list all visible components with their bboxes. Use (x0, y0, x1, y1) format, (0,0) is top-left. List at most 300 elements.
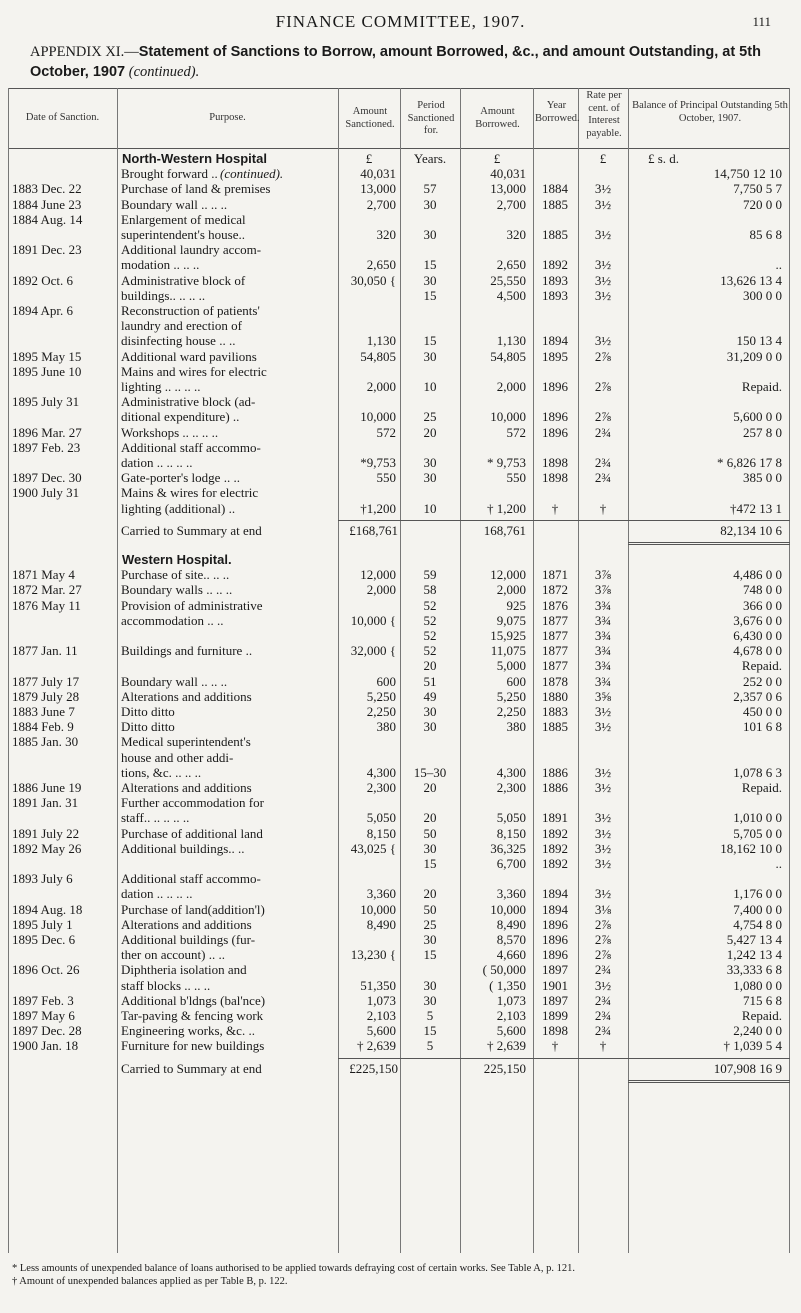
year-cell: 1897 (542, 962, 568, 978)
date-cell: 1891 Jan. 31 (12, 795, 79, 811)
purpose-cell: Buildings and furniture .. (121, 643, 253, 659)
section-heading: North-Western Hospital (122, 151, 267, 166)
balance-cell: 2,357 0 6 (733, 688, 782, 704)
balance-cell: †472 13 1 (730, 500, 782, 516)
year-cell: 1892 (542, 257, 568, 273)
period-cell: 30 (423, 932, 437, 947)
date-cell: 1894 Apr. 6 (12, 303, 74, 318)
rate-cell: 3½ (594, 886, 612, 902)
date-cell: 1892 Oct. 6 (12, 272, 74, 288)
borrowed-cell: 2,700 (496, 196, 526, 212)
borrowed-cell: 1,130 (496, 333, 526, 349)
balance-cell: 748 0 0 (743, 582, 782, 598)
year-cell: 1878 (542, 673, 568, 689)
date-cell: 1897 Dec. 30 (12, 470, 82, 486)
year-cell: 1896 (542, 947, 568, 963)
rate-cell: 3¾ (594, 673, 612, 689)
borrowed-cell: 40,031 (490, 166, 526, 182)
sanctioned-cell: †1,200 (360, 500, 396, 516)
sanctioned-cell: 10,000 (360, 409, 396, 425)
period-cell: 30 (423, 704, 437, 719)
page-header (0, 12, 801, 34)
borrowed-cell: 6,700 (496, 856, 526, 871)
year-cell: 1895 (542, 348, 568, 364)
year-cell: 1886 (542, 764, 568, 780)
sanctioned-cell: 5,600 (366, 1023, 396, 1039)
period-cell: 15 (423, 856, 437, 871)
purpose-cell: Purchase of land(addition'l) (121, 901, 265, 917)
borrowed-cell: 2,103 (496, 1008, 526, 1023)
sanctioned-cell: 3,360 (366, 886, 396, 902)
borrowed-cell: 8,150 (496, 825, 526, 841)
rate-cell: 3½ (594, 810, 612, 826)
sanctioned-cell: 2,650 (366, 257, 396, 273)
borrowed-cell: 572 (506, 424, 526, 440)
balance-cell: .. (775, 856, 782, 871)
rate-cell: 3½ (594, 764, 612, 780)
balance-cell: 1,078 6 3 (733, 764, 782, 780)
purpose-cell: Additional b'ldngs (bal'nce) (121, 992, 266, 1008)
rate-cell: 3¾ (594, 658, 612, 674)
year-cell: 1901 (542, 977, 568, 993)
year-cell: 1896 (542, 916, 568, 932)
period-cell: 49 (423, 688, 437, 704)
purpose-cell: Boundary wall .. .. .. (121, 196, 228, 212)
date-cell: 1876 May 11 (12, 597, 81, 613)
balance-cell: * 6,826 17 8 (717, 455, 782, 470)
date-cell: 1886 June 19 (12, 780, 82, 795)
purpose-cell: Workshops .. .. .. .. (121, 424, 219, 440)
sanctioned-cell: 380 (376, 719, 396, 735)
balance-cell: 5,600 0 0 (733, 409, 782, 425)
year-cell: 1892 (542, 825, 568, 841)
total-balance: 82,134 10 6 (720, 522, 782, 538)
purpose-cell: Furniture for new buildings (121, 1038, 265, 1054)
sanctioned-cell: 32,000 { (350, 643, 396, 659)
borrowed-cell: 2,250 (496, 704, 526, 719)
borrowed-cell: 4,500 (496, 287, 526, 303)
period-cell: 30 (423, 840, 437, 856)
sanctioned-cell: 550 (376, 470, 396, 486)
purpose-cell: dation .. .. .. .. (121, 886, 193, 902)
balance-cell: 4,754 8 0 (733, 916, 782, 932)
date-cell: 1897 Feb. 23 (12, 439, 81, 455)
balance-cell: 13,626 13 4 (720, 272, 782, 288)
running-title: FINANCE COMMITTEE, 1907. (275, 12, 526, 31)
title-bold: Statement of Sanctions to Borrow, amount Borrowed, &c., and amount Outstanding, at 5th October, 1907 (30, 44, 761, 80)
borrowed-cell: 5,050 (496, 810, 526, 826)
purpose-cell: Alterations and additions (121, 916, 252, 932)
purpose-cell: Administrative block of (121, 272, 246, 288)
col-header-sanctioned: Amount Sanctioned. (345, 106, 395, 130)
date-cell: 1896 Oct. 26 (12, 962, 80, 978)
balance-cell: 4,678 0 0 (733, 643, 782, 659)
purpose-cell: Additional staff accommo- (121, 439, 261, 455)
year-cell: 1894 (542, 901, 568, 917)
sanctions-table (8, 88, 790, 1253)
purpose-cell: Additional buildings.. .. (121, 840, 245, 856)
rate-cell: 3¾ (594, 643, 612, 659)
rate-cell: 3½ (594, 272, 612, 288)
purpose-cell: Purchase of additional land (121, 825, 263, 841)
total-sanctioned: £225,150 (349, 1060, 398, 1076)
purpose-cell: Additional ward pavilions (121, 348, 257, 364)
period-cell: 5 (426, 1008, 434, 1023)
date-cell: 1900 July 31 (12, 485, 80, 501)
period-cell: 25 (423, 409, 437, 425)
sanctioned-cell: 10,000 (360, 901, 396, 917)
purpose-cell: staff.. .. .. .. .. (121, 810, 190, 826)
borrowed-cell: 2,000 (496, 379, 526, 394)
rate-cell: 3½ (594, 287, 612, 303)
purpose-cell: disinfecting house .. .. (121, 333, 236, 349)
title-prefix: APPENDIX XI.— (30, 44, 139, 60)
date-cell: 1871 May 4 (12, 567, 75, 583)
col-header-borrowed: Amount Borrowed. (475, 106, 520, 130)
date-cell: 1872 Mar. 27 (12, 582, 82, 598)
rate-cell: 3½ (594, 196, 612, 212)
borrowed-cell: 5,600 (496, 1023, 526, 1039)
sanctioned-cell: 43,025 { (350, 840, 396, 856)
period-cell: 10 (423, 379, 437, 394)
page-number: 111 (752, 14, 771, 29)
purpose-cell: Brought forward .. (121, 166, 218, 182)
rate-cell: 3½ (594, 856, 612, 871)
period-cell: 15 (423, 257, 437, 273)
date-cell: 1884 June 23 (12, 196, 82, 212)
date-cell: 1897 Feb. 3 (12, 992, 74, 1008)
purpose-cell: Further accommodation for (121, 795, 264, 811)
balance-cell: 1,176 0 0 (733, 886, 782, 902)
section-heading-suffix: (continued). (220, 166, 284, 181)
year-cell: 1896 (542, 409, 568, 425)
borrowed-cell: 5,000 (496, 658, 526, 674)
borrowed-cell: 5,250 (496, 688, 526, 704)
date-cell: 1897 Dec. 28 (12, 1023, 82, 1039)
borrowed-cell: 15,925 (490, 628, 526, 643)
period-cell: 20 (423, 780, 437, 795)
period-cell: 10 (423, 500, 437, 516)
year-cell: 1880 (542, 688, 568, 704)
rate-cell: 3¾ (594, 628, 612, 643)
rate-cell: 3½ (594, 181, 612, 197)
purpose-cell: lighting .. .. .. .. (121, 379, 201, 394)
balance-cell: 33,333 6 8 (726, 962, 782, 978)
balance-cell: Repaid. (741, 658, 782, 674)
year-cell: 1877 (542, 658, 568, 674)
purpose-cell: Additional buildings (fur- (121, 932, 256, 947)
col-header-period: Period Sanctioned for. (407, 100, 455, 136)
balance-cell: 720 0 0 (743, 196, 782, 212)
date-cell: 1895 July 31 (12, 394, 80, 410)
sanctioned-cell: 2,250 (366, 704, 396, 719)
rate-cell: 3½ (594, 825, 612, 841)
date-cell: 1877 July 17 (12, 673, 80, 689)
year-cell: 1899 (542, 1008, 568, 1023)
rate-cell: 2¾ (594, 1008, 612, 1023)
period-cell: 30 (423, 272, 437, 288)
rate-cell: 2⅞ (594, 932, 612, 947)
period-cell: 30 (423, 455, 437, 470)
date-cell: 1895 June 10 (12, 363, 82, 379)
year-cell: † (551, 500, 559, 516)
balance-cell: 31,209 0 0 (726, 348, 782, 364)
balance-cell: 2,240 0 0 (733, 1023, 782, 1039)
purpose-cell: Mains and wires for electric (121, 363, 267, 379)
purpose-cell: Purchase of site.. .. .. (121, 567, 230, 583)
unit-rate: £ (599, 151, 607, 166)
rate-cell: 3½ (594, 780, 612, 795)
rate-cell: 2¾ (594, 455, 612, 470)
purpose-cell: Diphtheria isolation and (121, 962, 247, 978)
date-cell: 1892 May 26 (12, 840, 82, 856)
period-cell: 57 (423, 181, 437, 197)
purpose-cell: Reconstruction of patients' (121, 303, 260, 318)
balance-cell: 85 6 8 (749, 227, 782, 242)
rate-cell: 3¾ (594, 612, 612, 628)
date-cell: 1895 July 1 (12, 916, 73, 932)
year-cell: 1894 (542, 886, 568, 902)
unit-period: Years. (413, 151, 447, 166)
year-cell: 1883 (542, 704, 568, 719)
year-cell: 1885 (542, 227, 568, 242)
rate-cell: 2⅞ (594, 916, 612, 932)
balance-cell: 4,486 0 0 (733, 567, 782, 583)
borrowed-cell: 11,075 (490, 643, 526, 659)
sanctioned-cell: 2,000 (366, 582, 396, 598)
borrowed-cell: 2,650 (496, 257, 526, 273)
balance-cell: 18,162 10 0 (720, 840, 782, 856)
sanctioned-cell: 320 (376, 227, 396, 242)
borrowed-cell: 925 (506, 597, 526, 613)
borrowed-cell: * 9,753 (487, 455, 526, 470)
purpose-cell: staff blocks .. .. .. (121, 977, 211, 993)
balance-cell: 101 6 8 (743, 719, 782, 735)
purpose-cell: Medical superintendent's (121, 734, 251, 750)
total-balance: 107,908 16 9 (713, 1060, 782, 1076)
purpose-cell: Boundary walls .. .. .. (121, 582, 233, 598)
date-cell: 1885 Jan. 30 (12, 734, 79, 750)
period-cell: 51 (423, 673, 437, 689)
borrowed-cell: 1,073 (496, 992, 526, 1008)
period-cell: 30 (423, 227, 437, 242)
purpose-cell: dation .. .. .. .. (121, 455, 193, 470)
date-cell: 1884 Aug. 14 (12, 211, 83, 227)
purpose-cell: ditional expenditure) .. (121, 409, 240, 425)
borrowed-cell: 10,000 (490, 901, 526, 917)
section-heading: Western Hospital. (122, 552, 232, 567)
balance-cell: 715 6 8 (743, 992, 782, 1008)
purpose-cell: Purchase of land & premises (121, 181, 271, 197)
rate-cell: 3⅛ (594, 901, 612, 917)
year-cell: 1872 (542, 582, 568, 598)
balance-cell: 1,242 13 4 (726, 947, 782, 963)
purpose-cell: buildings.. .. .. .. (121, 287, 206, 303)
purpose-cell: accommodation .. .. (121, 612, 224, 628)
balance-cell: 7,400 0 0 (733, 901, 782, 917)
year-cell: 1893 (542, 272, 568, 288)
date-cell: 1895 May 15 (12, 348, 82, 364)
period-cell: 20 (423, 886, 437, 902)
sanctioned-cell: 51,350 (360, 977, 396, 993)
balance-cell: 257 8 0 (743, 424, 782, 440)
year-cell: 1898 (542, 455, 568, 470)
rate-cell: 3½ (594, 977, 612, 993)
period-cell: 58 (423, 582, 437, 598)
period-cell: 20 (423, 658, 437, 674)
col-header-year: Year Borrowed. (535, 100, 580, 124)
sanctioned-cell: 5,250 (366, 688, 396, 704)
borrowed-cell: 320 (506, 227, 526, 242)
balance-cell: 3,676 0 0 (733, 612, 782, 628)
year-cell: 1898 (542, 1023, 568, 1039)
borrowed-cell: 13,000 (490, 181, 526, 197)
rate-cell: 3½ (594, 257, 612, 273)
period-cell: 30 (423, 719, 437, 735)
borrowed-cell: 9,075 (496, 612, 526, 628)
year-cell: † (551, 1038, 559, 1054)
period-cell: 30 (423, 977, 437, 993)
purpose-cell: ther on account) .. .. (121, 947, 225, 963)
year-cell: 1877 (542, 612, 568, 628)
date-cell: 1883 June 7 (12, 704, 75, 719)
borrowed-cell: 380 (506, 719, 526, 735)
purpose-cell: modation .. .. .. (121, 257, 200, 273)
sanctioned-cell: 1,130 (366, 333, 396, 349)
rate-cell: 2⅞ (594, 947, 612, 963)
borrowed-cell: 10,000 (490, 409, 526, 425)
rate-cell: † (599, 1038, 607, 1054)
period-cell: 5 (426, 1038, 434, 1054)
unit-sanctioned: £ (365, 151, 373, 166)
purpose-cell: Alterations and additions (121, 688, 252, 704)
borrowed-cell: 36,325 (490, 840, 526, 856)
borrowed-cell: 3,360 (496, 886, 526, 902)
balance-cell: † 1,039 5 4 (723, 1038, 782, 1054)
sanctioned-cell: 2,700 (366, 196, 396, 212)
balance-cell: 14,750 12 10 (713, 166, 782, 182)
rate-cell: 3¾ (594, 597, 612, 613)
col-header-balance: Balance of Principal Outstanding 5th October, 1907. (632, 100, 788, 124)
sanctioned-cell: 572 (376, 424, 396, 440)
purpose-cell: superintendent's house.. (121, 227, 246, 242)
purpose-cell: Tar-paving & fencing work (121, 1008, 264, 1023)
period-cell: 20 (423, 424, 437, 440)
balance-cell: 6,430 0 0 (733, 628, 782, 643)
borrowed-cell: † 1,200 (487, 500, 526, 516)
year-cell: 1896 (542, 379, 568, 394)
purpose-cell: tions, &c. .. .. .. (121, 764, 202, 780)
purpose-cell: Provision of administrative (121, 597, 263, 613)
footnote-dagger: † Amount of unexpended balances applied as per Table B, p. 122. (12, 1276, 288, 1287)
balance-cell: 385 0 0 (743, 470, 782, 486)
date-cell: 1896 Mar. 27 (12, 424, 82, 440)
year-cell: 1896 (542, 932, 568, 947)
year-cell: 1893 (542, 287, 568, 303)
rate-cell: 2⅞ (594, 409, 612, 425)
purpose-cell: Ditto ditto (121, 719, 175, 735)
date-cell: 1891 Dec. 23 (12, 242, 82, 258)
period-cell: 52 (423, 643, 437, 659)
balance-cell: 1,010 0 0 (733, 810, 782, 826)
borrowed-cell: 8,570 (496, 932, 526, 947)
period-cell: 52 (423, 597, 437, 613)
borrowed-cell: 4,300 (496, 764, 526, 780)
year-cell: 1871 (542, 567, 568, 583)
date-cell: 1877 Jan. 11 (12, 643, 78, 659)
rate-cell: 3½ (594, 719, 612, 735)
date-cell: 1891 July 22 (12, 825, 80, 841)
rate-cell: 3⅞ (594, 582, 612, 598)
sanctioned-cell: 2,300 (366, 780, 396, 795)
date-cell: 1894 Aug. 18 (12, 901, 83, 917)
balance-cell: .. (775, 257, 782, 273)
date-cell: 1900 Jan. 18 (12, 1038, 79, 1054)
footnotes (12, 1262, 792, 1288)
rate-cell: 3½ (594, 840, 612, 856)
date-cell: 1895 Dec. 6 (12, 932, 76, 947)
rate-cell: 3⅝ (594, 688, 612, 704)
borrowed-cell: ( 1,350 (489, 977, 526, 993)
sanctioned-cell: 12,000 (360, 567, 396, 583)
balance-cell: 366 0 0 (743, 597, 782, 613)
year-cell: 1885 (542, 719, 568, 735)
sanctioned-cell: 2,103 (366, 1008, 396, 1023)
purpose-cell: house and other addi- (121, 749, 234, 765)
sanctioned-cell: 8,490 (366, 916, 396, 932)
date-cell: 1897 May 6 (12, 1008, 75, 1023)
period-cell: 15–30 (413, 764, 447, 780)
period-cell: 30 (423, 470, 437, 486)
rate-cell: 3½ (594, 704, 612, 719)
year-cell: 1892 (542, 840, 568, 856)
purpose-cell: laundry and erection of (121, 318, 242, 334)
rate-cell: 2¾ (594, 424, 612, 440)
purpose-cell: Ditto ditto (121, 704, 175, 719)
borrowed-cell: 8,490 (496, 916, 526, 932)
sanctioned-cell: 13,230 { (350, 947, 396, 963)
sanctioned-cell: 13,000 (360, 181, 396, 197)
balance-cell: 5,427 13 4 (726, 932, 782, 947)
period-cell: 15 (423, 947, 437, 963)
purpose-cell: Gate-porter's lodge .. .. (121, 470, 240, 486)
balance-cell: Repaid. (741, 1008, 782, 1023)
year-cell: 1891 (542, 810, 568, 826)
purpose-cell: Additional laundry accom- (121, 242, 262, 258)
unit-borrowed: £ (493, 151, 501, 166)
rate-cell: † (599, 500, 607, 516)
balance-cell: 150 13 4 (736, 333, 782, 349)
year-cell: 1884 (542, 181, 568, 197)
sanctioned-cell: 1,073 (366, 992, 396, 1008)
rate-cell: 2¾ (594, 962, 612, 978)
rate-cell: 2¾ (594, 1023, 612, 1039)
year-cell: 1898 (542, 470, 568, 486)
purpose-cell: Additional staff accommo- (121, 871, 261, 887)
year-cell: 1896 (542, 424, 568, 440)
balance-cell: Repaid. (741, 379, 782, 394)
year-cell: 1877 (542, 628, 568, 643)
period-cell: 15 (423, 1023, 437, 1039)
total-borrowed: 225,150 (483, 1060, 526, 1076)
total-label: Carried to Summary at end (121, 1060, 262, 1076)
rate-cell: 2⅞ (594, 348, 612, 364)
date-cell: 1883 Dec. 22 (12, 181, 82, 197)
year-cell: 1876 (542, 597, 568, 613)
sanctioned-cell: 4,300 (366, 764, 396, 780)
borrowed-cell: 600 (506, 673, 526, 689)
borrowed-cell: 550 (506, 470, 526, 486)
